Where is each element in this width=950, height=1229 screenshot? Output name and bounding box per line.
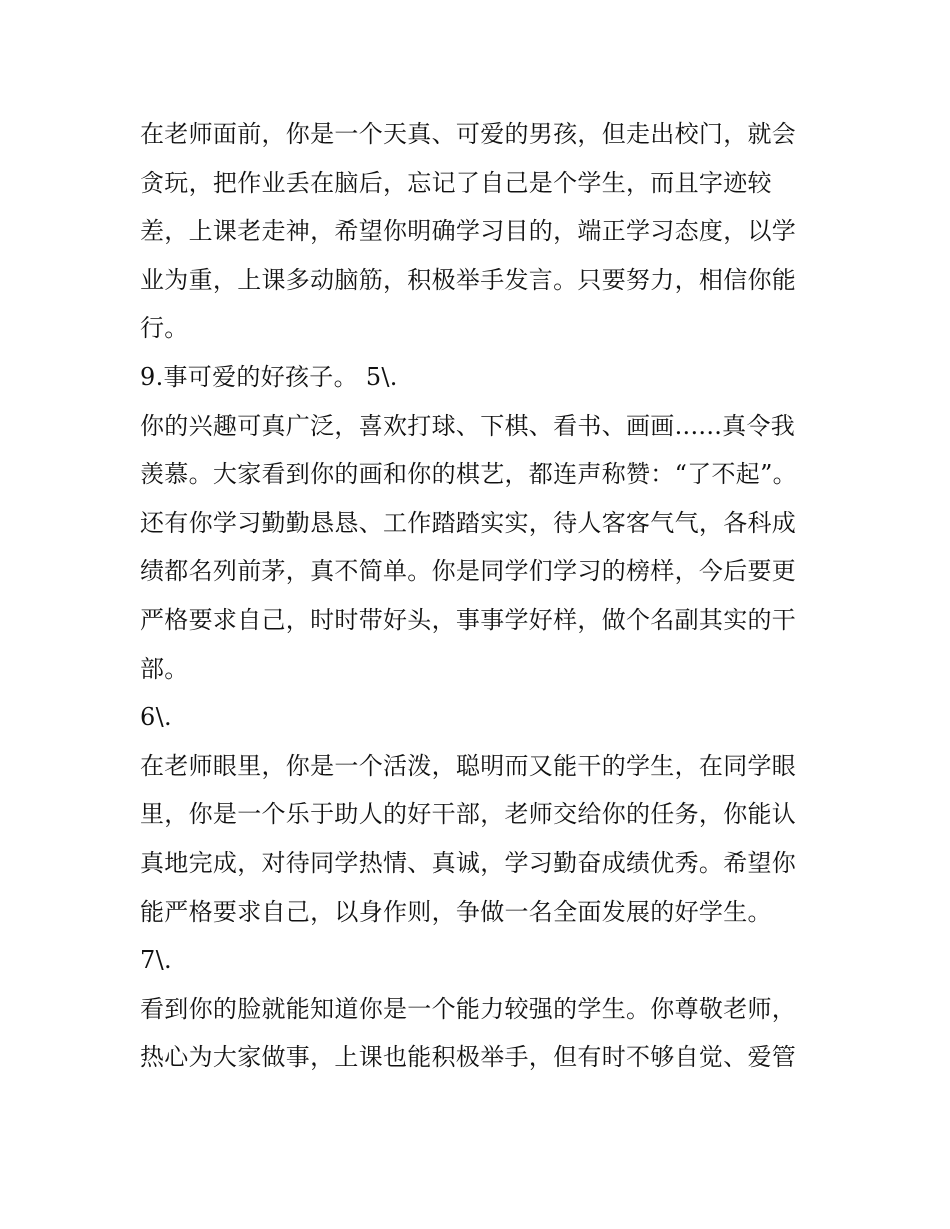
text-line: 在老师面前，你是一个天真、可爱的男孩，但走出校门，就会: [140, 120, 797, 148]
section-heading: 9.事可爱的好孩子。 5\.: [140, 362, 398, 391]
text-line: 真地完成，对待同学热情、真诚，学习勤奋成绩优秀。希望你: [140, 848, 797, 877]
text-line: 热心为大家做事，上课也能积极举手，但有时不够自觉、爱管: [140, 1043, 797, 1072]
text-line: 严格要求自己，时时带好头，事事学好样，做个名副其实的干: [140, 605, 797, 634]
text-line: 在老师眼里，你是一个活泼，聪明而又能干的学生，在同学眼: [140, 751, 797, 780]
text-line: 部。: [140, 654, 189, 683]
text-line: 羡慕。大家看到你的画和你的棋艺，都连声称赞：“了不起”。: [140, 460, 797, 489]
text-line: 差，上课老走神，希望你明确学习目的，端正学习态度，以学: [140, 217, 797, 246]
text-line: 业为重，上课多动脑筋，积极举手发言。只要努力，相信你能: [140, 265, 797, 294]
text-line: 行。: [140, 314, 189, 343]
text-line: 绩都名列前茅，真不简单。你是同学们学习的榜样，今后要更: [140, 557, 797, 586]
document-body: [140, 110, 820, 1082]
text-line: 还有你学习勤勤恳恳、工作踏踏实实，待人客客气气，各科成: [140, 508, 797, 537]
text-line: 你的兴趣可真广泛，喜欢打球、下棋、看书、画画......真令我: [140, 411, 796, 440]
text-line: 看到你的脸就能知道你是一个能力较强的学生。你尊敬老师，: [140, 994, 797, 1023]
section-heading: 6\.: [140, 703, 172, 732]
text-line: 里，你是一个乐于助人的好干部，老师交给你的任务，你能认: [140, 800, 797, 829]
text-line: 贪玩，把作业丢在脑后，忘记了自己是个学生，而且字迹较: [140, 168, 772, 197]
text-line: 能严格要求自己，以身作则，争做一名全面发展的好学生。: [140, 897, 772, 926]
section-heading: 7\.: [140, 946, 172, 975]
